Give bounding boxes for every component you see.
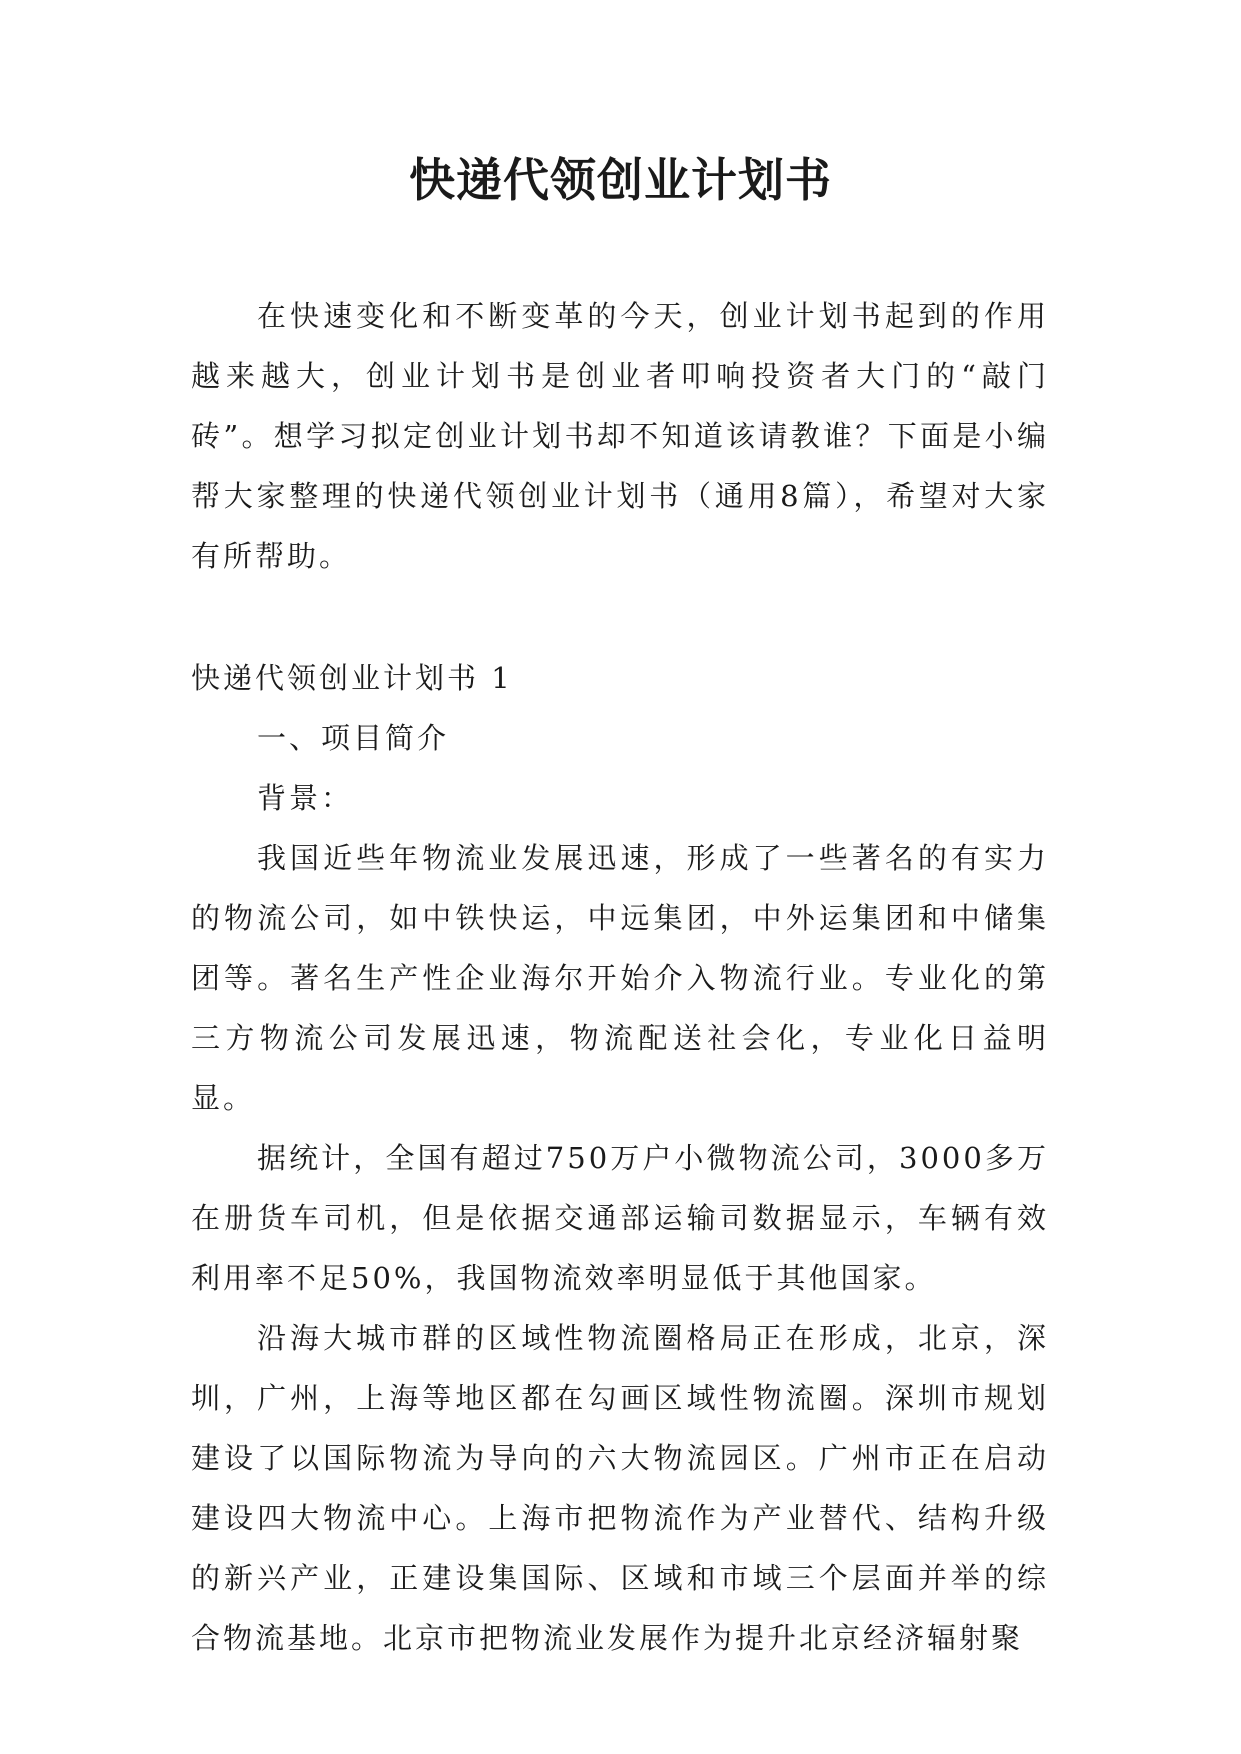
intro-paragraph: 在快速变化和不断变革的今天，创业计划书起到的作用越来越大，创业计划书是创业者叩响投资者大门的“敲门砖”。想学习拟定创业计划书却不知道该请教谁？下面是小编帮大家整理的快递代领创业计划书（通用8篇），希望对大家有所帮助。 [191, 299, 1049, 573]
body-paragraph: 沿海大城市群的区域性物流圈格局正在形成，北京，深圳，广州，上海等地区都在勾画区域性物流圈。深圳市规划建设了以国际物流为导向的六大物流园区。广州市正在启动建设四大物流中心。上海市把物流作为产业替代、结构升级的新兴产业，正建设集国际、区域和市域三个层面并举的综合物流基地。北京市把物流业发展作为提升北京经济辐射聚 [191, 1321, 1049, 1655]
document-body [191, 286, 1049, 1668]
section-heading: 快递代领创业计划书 1 [191, 661, 513, 695]
document-title: 快递代领创业计划书 [409, 153, 832, 207]
subheading-project-intro: 一、项目简介 [257, 721, 450, 755]
body-paragraph: 我国近些年物流业发展迅速，形成了一些著名的有实力的物流公司，如中铁快运，中远集团，中外运集团和中储集团等。著名生产性企业海尔开始介入物流行业。专业化的第三方物流公司发展迅速，物流配送社会化，专业化日益明显。 [191, 841, 1049, 1115]
body-paragraph: 据统计，全国有超过750万户小微物流公司，3000多万在册货车司机，但是依据交通部运输司数据显示，车辆有效利用率不足50%，我国物流效率明显低于其他国家。 [191, 1141, 1049, 1295]
background-label: 背景： [257, 781, 354, 815]
